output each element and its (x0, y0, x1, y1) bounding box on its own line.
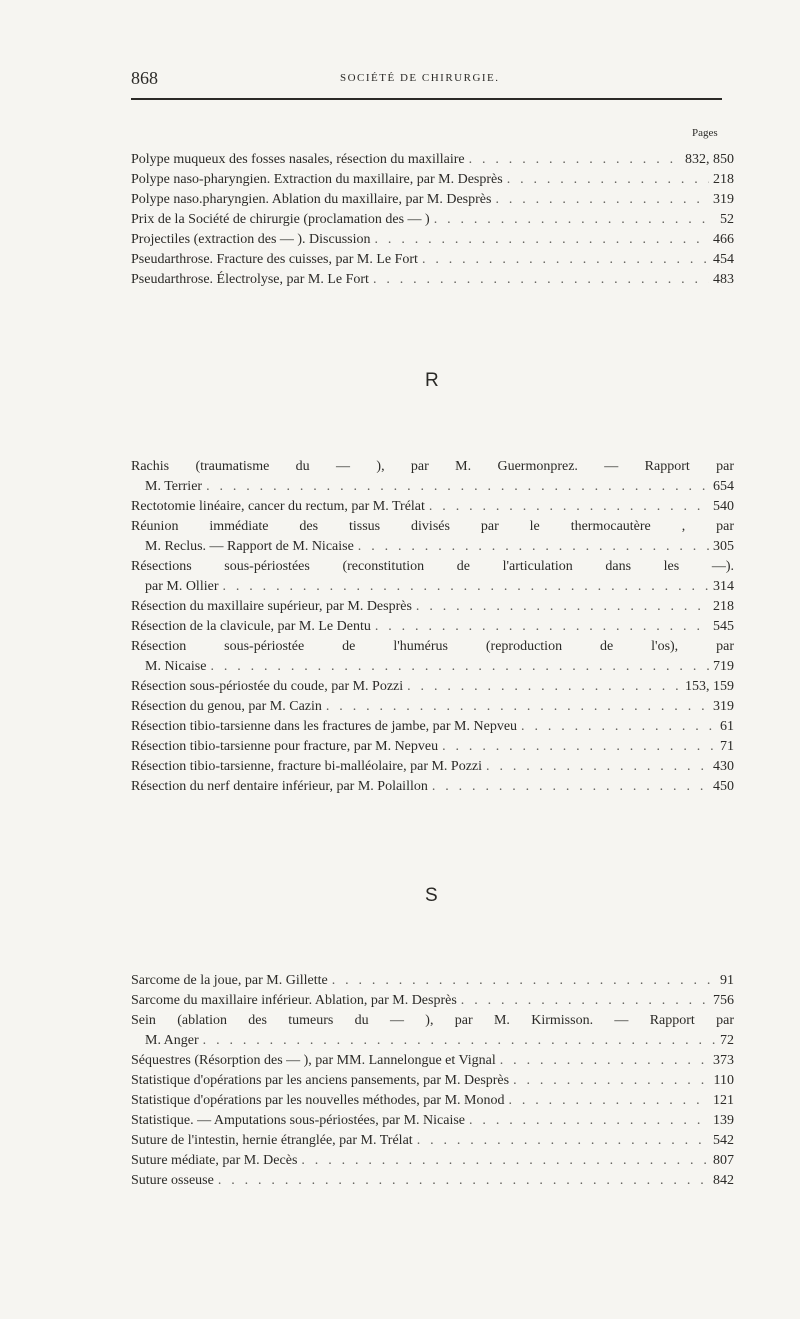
entry-title: Rectotomie linéaire, cancer du rectum, par M. Trélat (131, 499, 425, 514)
dot-leader (375, 617, 709, 637)
dot-leader (469, 150, 681, 170)
entry-page-number: 319 (713, 192, 734, 207)
dot-leader (203, 1031, 716, 1051)
index-entry (131, 557, 734, 597)
dot-leader (301, 1151, 709, 1171)
index-entry (131, 170, 734, 190)
entry-page-number: 842 (713, 1173, 734, 1188)
entry-title: M. Nicaise (145, 659, 207, 674)
entry-title: Résection du genou, par M. Cazin (131, 699, 322, 714)
entry-page-number: 139 (713, 1113, 734, 1128)
entry-page-number: 430 (713, 759, 734, 774)
index-entry (131, 677, 734, 697)
entry-page-number: 545 (713, 619, 734, 634)
entry-page-number: 305 (713, 539, 734, 554)
page-number: 868 (131, 68, 158, 88)
index-entry (131, 617, 734, 637)
entry-page-number: 719 (713, 659, 734, 674)
entry-page-number: 454 (713, 252, 734, 267)
dot-leader (218, 1171, 709, 1191)
dot-leader (210, 657, 709, 677)
entry-title: Résection sous-périostée du coude, par M. Pozzi (131, 679, 404, 694)
entry-page-number: 450 (713, 779, 734, 794)
index-entry (131, 1071, 734, 1091)
dot-leader (521, 717, 716, 737)
dot-leader (469, 1111, 709, 1131)
dot-leader (429, 497, 709, 517)
index-entry (131, 597, 734, 617)
entry-first-line: Résections sous-périostées (reconstitution de l'articulation dans les —). (131, 559, 734, 574)
dot-leader (417, 1131, 709, 1151)
index-entry (131, 190, 734, 210)
index-entry (131, 457, 734, 497)
index-entry (131, 1151, 734, 1171)
dot-leader (495, 190, 709, 210)
entry-page-number: 483 (713, 272, 734, 287)
dot-leader (486, 757, 709, 777)
entry-title: M. Anger (145, 1033, 199, 1048)
entry-title: Suture de l'intestin, hernie étranglée, par M. Trélat (131, 1133, 413, 1148)
entry-page-number: 61 (720, 719, 734, 734)
index-entry (131, 717, 734, 737)
entry-first-line: Réunion immédiate des tissus divisés par le thermocautère , par (131, 519, 734, 534)
entry-title: Résection de la clavicule, par M. Le Dentu (131, 619, 371, 634)
index-entry (131, 1171, 734, 1191)
entry-page-number: 466 (713, 232, 734, 247)
dot-leader (500, 1051, 709, 1071)
entry-title: Résection tibio-tarsienne, fracture bi-malléolaire, par M. Pozzi (131, 759, 483, 774)
index-entry (131, 971, 734, 991)
dot-leader (332, 971, 716, 991)
dot-leader (432, 777, 709, 797)
entry-title: Polype naso.pharyngien. Ablation du maxillaire, par M. Desprès (131, 192, 492, 207)
dot-leader (513, 1071, 709, 1091)
entry-first-line: Sein (ablation des tumeurs du — ), par M. Kirmisson. — Rapport par (131, 1013, 734, 1028)
entry-page-number: 756 (713, 993, 734, 1008)
index-entry (131, 1111, 734, 1131)
section-letter-r: R (425, 370, 439, 391)
index-entry (131, 737, 734, 757)
entry-page-number: 71 (720, 739, 734, 754)
entry-title: M. Terrier (145, 479, 203, 494)
index-entry (131, 697, 734, 717)
entry-title: Résection tibio-tarsienne pour fracture, par M. Nepveu (131, 739, 439, 754)
index-entry (131, 991, 734, 1011)
index-section-s (131, 971, 734, 1191)
dot-leader (507, 170, 709, 190)
entry-page-number: 72 (720, 1033, 734, 1048)
dot-leader (508, 1091, 709, 1111)
index-entry (131, 1131, 734, 1151)
index-entry (131, 1091, 734, 1111)
dot-leader (358, 537, 709, 557)
index-entry (131, 230, 734, 250)
entry-page-number: 218 (713, 599, 734, 614)
entry-page-number: 540 (713, 499, 734, 514)
index-entry (131, 1051, 734, 1071)
entry-title: Résection tibio-tarsienne dans les fractures de jambe, par M. Nepveu (131, 719, 518, 734)
entry-page-number: 832, 850 (685, 152, 734, 167)
index-entry (131, 150, 734, 170)
entry-page-number: 654 (713, 479, 734, 494)
entry-title: Résection du nerf dentaire inférieur, par M. Polaillon (131, 779, 428, 794)
dot-leader (375, 230, 709, 250)
entry-title: Sarcome de la joue, par M. Gillette (131, 973, 328, 988)
entry-page-number: 218 (713, 172, 734, 187)
entry-page-number: 91 (720, 973, 734, 988)
entry-first-line: Résection sous-périostée de l'humérus (reproduction de l'os), par (131, 639, 734, 654)
entry-title: Séquestres (Résorption des — ), par MM. Lannelongue et Vignal (131, 1053, 496, 1068)
entry-page-number: 542 (713, 1133, 734, 1148)
entry-first-line: Rachis (traumatisme du — ), par M. Guermonprez. — Rapport par (131, 459, 734, 474)
entry-page-number: 373 (713, 1053, 734, 1068)
entry-title: Suture médiate, par M. Decès (131, 1153, 298, 1168)
dot-leader (422, 250, 709, 270)
dot-leader (206, 477, 709, 497)
entry-title: Prix de la Société de chirurgie (proclamation des — ) (131, 212, 430, 227)
entry-page-number: 314 (713, 579, 734, 594)
entry-title: Statistique d'opérations par les nouvelles méthodes, par M. Monod (131, 1093, 505, 1108)
running-head: SOCIÉTÉ DE CHIRURGIE. (340, 72, 500, 84)
dot-leader (442, 737, 716, 757)
entry-page-number: 153, 159 (685, 679, 734, 694)
entry-title: Polype muqueux des fosses nasales, résection du maxillaire (131, 152, 465, 167)
entry-page-number: 319 (713, 699, 734, 714)
index-entry (131, 1011, 734, 1051)
dot-leader (326, 697, 709, 717)
dot-leader (416, 597, 709, 617)
entry-title: Statistique. — Amputations sous-périostées, par M. Nicaise (131, 1113, 466, 1128)
index-section-p (131, 150, 734, 290)
dot-leader (434, 210, 716, 230)
dot-leader (461, 991, 709, 1011)
entry-title: Polype naso-pharyngien. Extraction du maxillaire, par M. Desprès (131, 172, 503, 187)
header-rule (131, 98, 722, 100)
entry-title: Statistique d'opérations par les anciens pansements, par M. Desprès (131, 1073, 510, 1088)
pages-column-label: Pages (692, 127, 718, 139)
entry-page-number: 807 (713, 1153, 734, 1168)
entry-title: par M. Ollier (145, 579, 219, 594)
entry-title: Pseudarthrose. Électrolyse, par M. Le Fort (131, 272, 369, 287)
entry-title: Suture osseuse (131, 1173, 214, 1188)
entry-title: M. Reclus. — Rapport de M. Nicaise (145, 539, 354, 554)
section-letter-s: S (425, 885, 438, 906)
entry-title: Résection du maxillaire supérieur, par M. Desprès (131, 599, 412, 614)
index-entry (131, 250, 734, 270)
index-entry (131, 497, 734, 517)
dot-leader (373, 270, 709, 290)
dot-leader (407, 677, 681, 697)
dot-leader (222, 577, 709, 597)
index-entry (131, 210, 734, 230)
entry-page-number: 110 (713, 1073, 734, 1088)
index-section-r (131, 457, 734, 797)
index-entry (131, 517, 734, 557)
entry-title: Sarcome du maxillaire inférieur. Ablation, par M. Desprès (131, 993, 457, 1008)
entry-page-number: 121 (713, 1093, 734, 1108)
index-entry (131, 270, 734, 290)
entry-title: Pseudarthrose. Fracture des cuisses, par M. Le Fort (131, 252, 418, 267)
index-entry (131, 637, 734, 677)
entry-page-number: 52 (720, 212, 734, 227)
index-entry (131, 777, 734, 797)
entry-title: Projectiles (extraction des — ). Discussion (131, 232, 371, 247)
index-entry (131, 757, 734, 777)
